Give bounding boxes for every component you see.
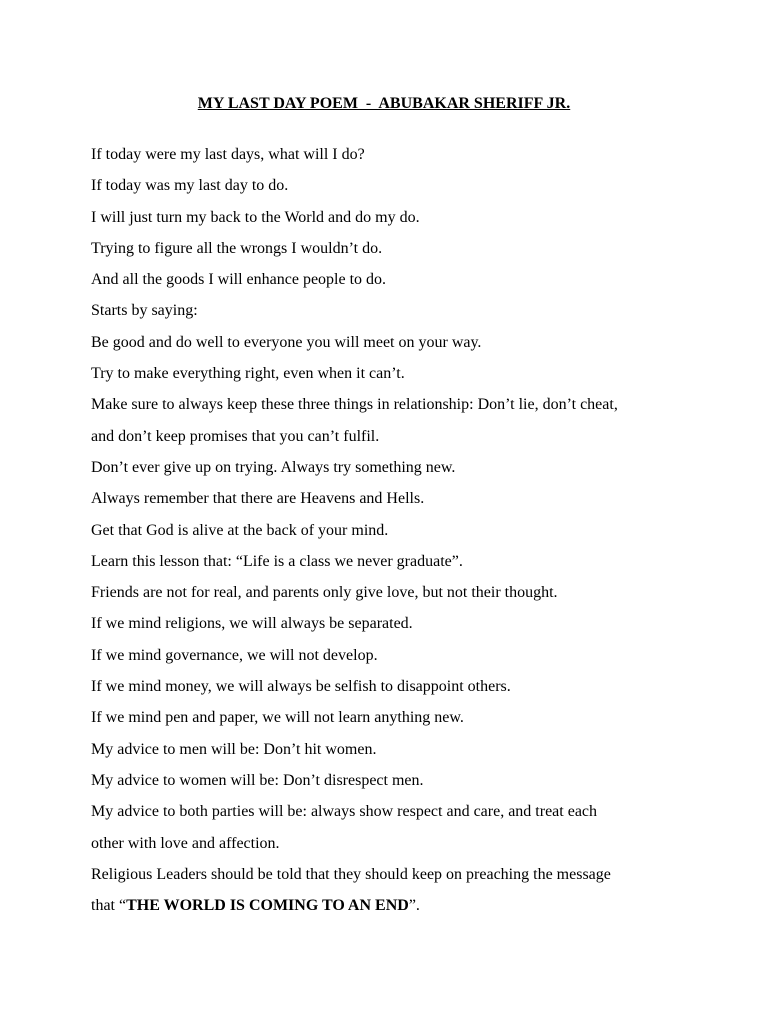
poem-line: I will just turn my back to the World and do my do.: [91, 208, 420, 226]
poem-final-line: [91, 890, 691, 921]
poem-line: Be good and do well to everyone you will meet on your way.: [91, 333, 482, 351]
poem-line: and don’t keep promises that you can’t fulfil.: [91, 427, 380, 445]
poem-line: Get that God is alive at the back of your mind.: [91, 521, 389, 539]
poem-line: Learn this lesson that: “Life is a class we never graduate”.: [91, 552, 463, 570]
poem-line: If we mind religions, we will always be separated.: [91, 615, 413, 633]
poem-line: Don’t ever give up on trying. Always try something new.: [91, 458, 456, 476]
poem-line: And all the goods I will enhance people to do.: [91, 271, 387, 289]
poem-line: Make sure to always keep these three things in relationship: Don’t lie, don’t cheat,: [91, 396, 618, 414]
poem-line: If we mind pen and paper, we will not learn anything new.: [91, 709, 464, 727]
poem-line: If today was my last day to do.: [91, 177, 289, 195]
poem-body: [91, 139, 691, 921]
poem-line: My advice to men will be: Don’t hit women.: [91, 740, 377, 758]
final-line-emphasis: THE WORLD IS COMING TO AN END: [126, 897, 409, 915]
poem-title: MY LAST DAY POEM - ABUBAKAR SHERIFF JR.: [197, 95, 571, 112]
poem-line: If today were my last days, what will I do?: [91, 146, 365, 163]
poem-line: Starts by saying:: [91, 302, 198, 320]
poem-line: If we mind governance, we will not develop.: [91, 646, 378, 664]
poem-line: Try to make everything right, even when it can’t.: [91, 365, 405, 383]
final-line-prefix: that “: [91, 897, 127, 915]
poem-line: Religious Leaders should be told that they should keep on preaching the message: [91, 865, 611, 883]
final-line-suffix: ”.: [408, 897, 420, 915]
poem-line: Trying to figure all the wrongs I wouldn’t do.: [91, 239, 383, 257]
poem-line: My advice to women will be: Don’t disrespect men.: [91, 771, 424, 789]
poem-line: Friends are not for real, and parents only give love, but not their thought.: [91, 584, 558, 602]
poem-line: Always remember that there are Heavens and Hells.: [91, 490, 425, 508]
poem-line: My advice to both parties will be: always show respect and care, and treat each: [91, 803, 598, 821]
poem-line: If we mind money, we will always be selfish to disappoint others.: [91, 678, 511, 696]
poem-line: other with love and affection.: [91, 834, 280, 852]
